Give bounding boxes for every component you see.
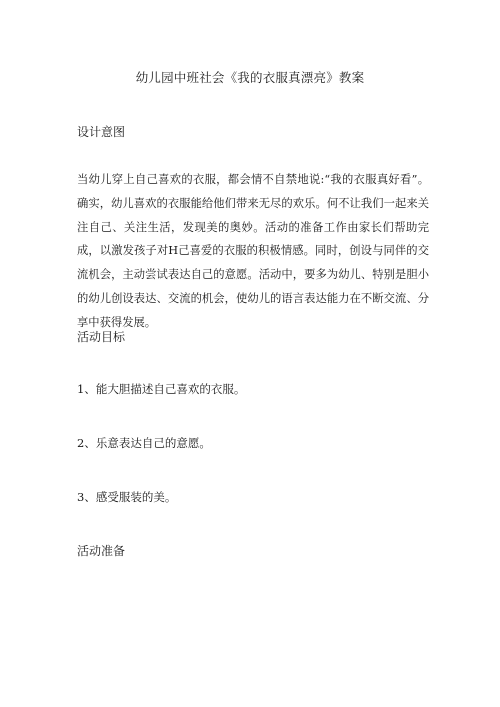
design-intent-paragraph: 当幼儿穿上自己喜欢的衣服，都会情不自禁地说:“我的衣服真好看”。确实，幼儿喜欢的衣服能给他们带来无尽的欢乐。何不让我们一起来关注自己、关注生活，发现美的奥妙。活动的准备工作由家长们帮助完成，以激发孩子对H己喜爱的衣服的积极情感。同时，创设与同伴的交流机会，主动尝试表达自己的意愿。活动中，要多为幼儿、特别是胆小的幼儿创设表达、交流的机会，使幼儿的语言表达能力在不断交流、分享中获得发展。 — [77, 173, 429, 329]
section-heading-objectives: 活动目标 — [77, 330, 126, 344]
objective-item-3: 3、感受服装的美。 — [77, 490, 177, 504]
document-title: 幼儿园中班社会《我的衣服真漂亮》教案 — [135, 70, 365, 85]
section-heading-design-intent: 设计意图 — [77, 125, 126, 139]
objective-item-1: 1、能大胆描述自己喜欢的衣服。 — [77, 382, 246, 396]
objective-item-2: 2、乐意表达自己的意愿。 — [77, 436, 211, 450]
section-heading-preparation: 活动准备 — [77, 544, 126, 558]
